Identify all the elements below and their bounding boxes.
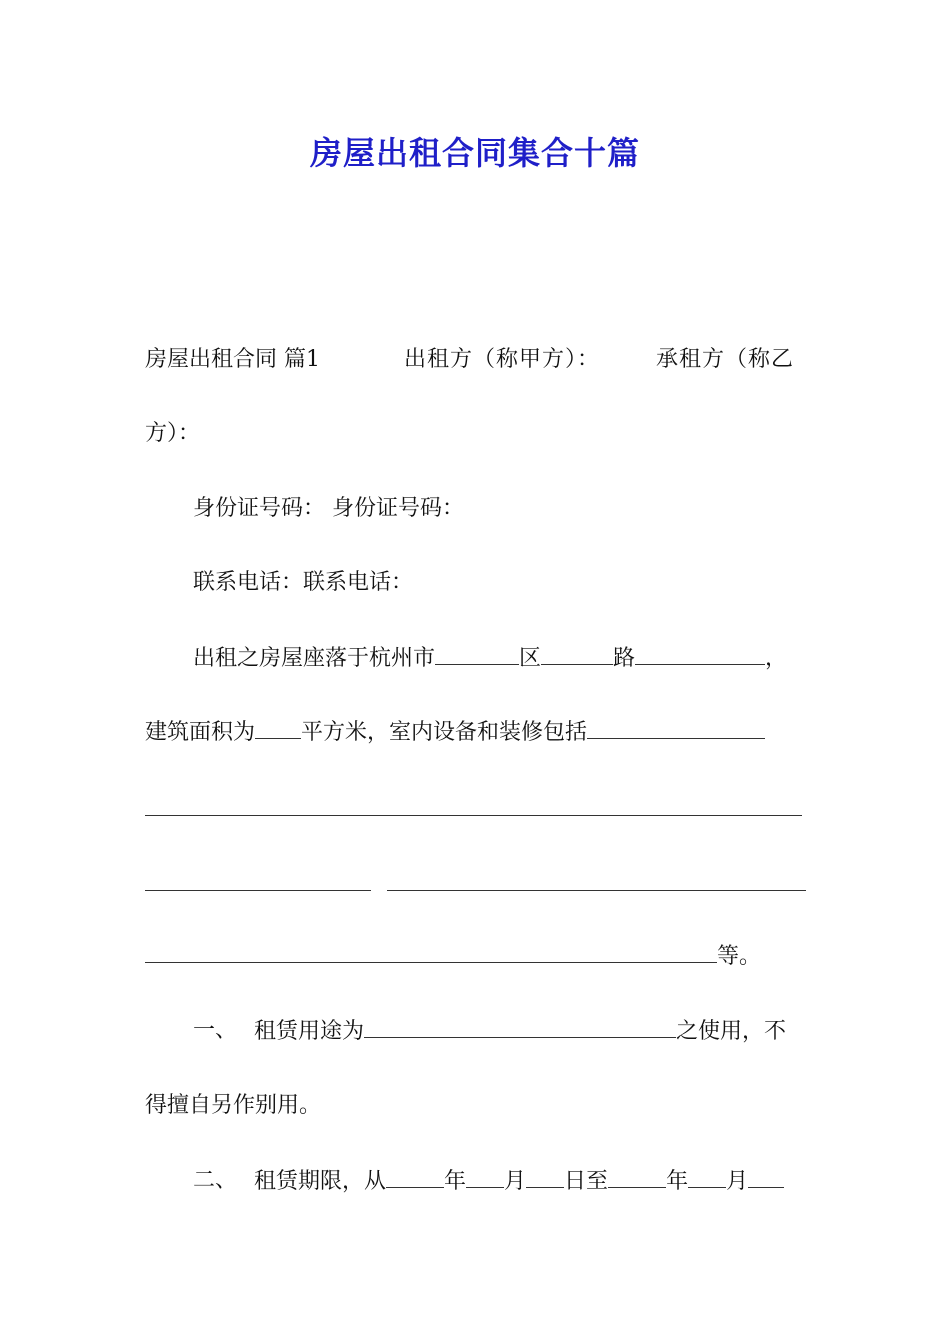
- month-label-1: 月: [504, 1169, 527, 1194]
- blank-rule-2b[interactable]: [387, 890, 806, 891]
- lessor-label: 出租方（称甲方）：: [404, 347, 601, 372]
- start-month-blank[interactable]: [466, 1161, 504, 1188]
- area-blank[interactable]: [255, 712, 301, 739]
- usage-blank[interactable]: [364, 1011, 676, 1038]
- equipment-blank[interactable]: [587, 712, 765, 739]
- clause-2-line: [254, 1161, 784, 1201]
- clause-1-text: 租赁用途为: [254, 1019, 365, 1044]
- area-line: [145, 712, 765, 752]
- blank-rule-3[interactable]: [145, 936, 717, 963]
- end-year-blank[interactable]: [608, 1161, 666, 1188]
- clause-2-text: 租赁期限，从: [254, 1169, 387, 1194]
- clause-1-line: [254, 1011, 786, 1051]
- etc-line: [145, 936, 761, 976]
- day-label-1: 日至: [564, 1169, 609, 1194]
- blank-rule-2a[interactable]: [145, 890, 371, 891]
- blank-rule-1[interactable]: [145, 815, 802, 816]
- document-title: 房屋出租合同集合十篇: [309, 134, 640, 172]
- year-label-1: 年: [444, 1169, 467, 1194]
- end-month-blank[interactable]: [688, 1161, 726, 1188]
- road-blank[interactable]: [541, 638, 613, 665]
- address-blank[interactable]: [635, 638, 765, 665]
- year-label-2: 年: [666, 1169, 689, 1194]
- end-day-blank[interactable]: [748, 1161, 784, 1188]
- area-unit: 平方米，室内设备和装修包括: [301, 720, 588, 745]
- clause-1-after: 之使用，不: [676, 1019, 787, 1044]
- lessee-label: 承租方（称乙: [656, 347, 795, 372]
- id-number-line: 身份证号码： 身份证号码：: [193, 496, 464, 521]
- start-day-blank[interactable]: [526, 1161, 564, 1188]
- district-label: 区: [519, 646, 542, 671]
- area-prefix: 建筑面积为: [145, 720, 256, 745]
- clause-1-number: 一、: [193, 1018, 238, 1043]
- month-label-2: 月: [726, 1169, 749, 1194]
- location-end: ，: [765, 646, 788, 671]
- start-year-blank[interactable]: [386, 1161, 444, 1188]
- road-label: 路: [613, 646, 636, 671]
- district-blank[interactable]: [435, 638, 519, 665]
- location-prefix: 出租之房屋座落于杭州市: [193, 646, 436, 671]
- intro-heading: 房屋出租合同 篇1: [145, 347, 320, 372]
- etc-text: 等。: [717, 944, 762, 969]
- lessee-label-cont: 方）：: [145, 421, 201, 446]
- phone-line: 联系电话：联系电话：: [193, 570, 414, 595]
- clause-1-cont: 得擅自另作别用。: [145, 1093, 322, 1118]
- location-line: [193, 638, 787, 678]
- clause-2-number: 二、: [193, 1168, 238, 1193]
